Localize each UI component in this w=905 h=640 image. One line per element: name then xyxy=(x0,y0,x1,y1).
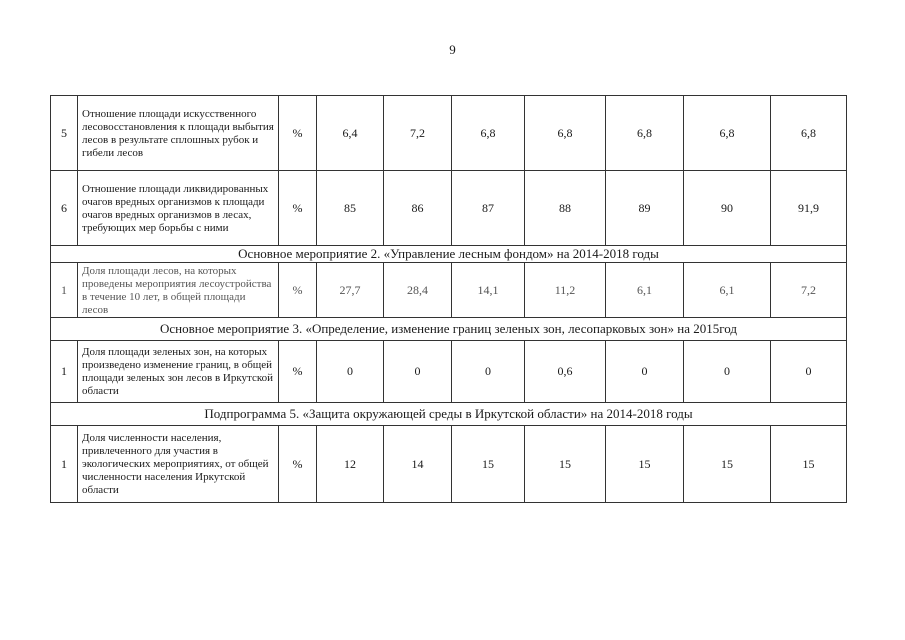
value-cell: 15 xyxy=(684,426,771,503)
indicator-name: Доля площади зеленых зон, на которых произведено изменение границ, в общей площади зеленых зон лесов в Иркутской области xyxy=(78,341,279,403)
indicators-table xyxy=(50,95,847,503)
unit-cell: % xyxy=(279,171,317,246)
row-number: 1 xyxy=(51,426,78,503)
section-header-row xyxy=(51,318,847,341)
value-cell: 15 xyxy=(452,426,525,503)
row-number: 6 xyxy=(51,171,78,246)
value-cell: 6,1 xyxy=(684,263,771,318)
value-cell: 6,8 xyxy=(525,96,606,171)
value-cell: 15 xyxy=(525,426,606,503)
value-cell: 87 xyxy=(452,171,525,246)
unit-cell: % xyxy=(279,341,317,403)
value-cell: 0 xyxy=(684,341,771,403)
value-cell: 6,1 xyxy=(606,263,684,318)
value-cell: 6,4 xyxy=(317,96,384,171)
value-cell: 11,2 xyxy=(525,263,606,318)
value-cell: 89 xyxy=(606,171,684,246)
value-cell: 6,8 xyxy=(684,96,771,171)
table-row xyxy=(51,426,847,503)
value-cell: 12 xyxy=(317,426,384,503)
value-cell: 0,6 xyxy=(525,341,606,403)
value-cell: 28,4 xyxy=(384,263,452,318)
row-number: 5 xyxy=(51,96,78,171)
table-row xyxy=(51,96,847,171)
indicator-name: Доля численности населения, привлеченного для участия в экологических мероприятиях, от общей численности населения Иркутской области xyxy=(78,426,279,503)
indicator-name: Отношение площади ликвидированных очагов вредных организмов к площади очагов вредных организмов в лесах, требующих мер борьбы с ними xyxy=(78,171,279,246)
table-row xyxy=(51,171,847,246)
value-cell: 90 xyxy=(684,171,771,246)
value-cell: 0 xyxy=(771,341,847,403)
section-title: Основное мероприятие 3. «Определение, изменение границ зеленых зон, лесопарковых зон» на 2015год xyxy=(51,318,847,341)
page-number: 9 xyxy=(449,42,456,57)
value-cell: 6,8 xyxy=(606,96,684,171)
value-cell: 0 xyxy=(317,341,384,403)
value-cell: 27,7 xyxy=(317,263,384,318)
value-cell: 15 xyxy=(771,426,847,503)
value-cell: 7,2 xyxy=(771,263,847,318)
value-cell: 91,9 xyxy=(771,171,847,246)
section-title: Подпрограмма 5. «Защита окружающей среды в Иркутской области» на 2014-2018 годы xyxy=(51,403,847,426)
value-cell: 85 xyxy=(317,171,384,246)
section-title: Основное мероприятие 2. «Управление лесным фондом» на 2014-2018 годы xyxy=(51,246,847,263)
value-cell: 0 xyxy=(606,341,684,403)
row-number: 1 xyxy=(51,341,78,403)
table-row xyxy=(51,263,847,318)
unit-cell: % xyxy=(279,426,317,503)
section-header-row xyxy=(51,403,847,426)
value-cell: 88 xyxy=(525,171,606,246)
value-cell: 14 xyxy=(384,426,452,503)
value-cell: 0 xyxy=(384,341,452,403)
indicator-name: Доля площади лесов, на которых проведены мероприятия лесоустройства в течение 10 лет, в общей площади лесов xyxy=(78,263,279,318)
indicator-name: Отношение площади искусственного лесовосстановления к площади выбытия лесов в результате сплошных рубок и гибели лесов xyxy=(78,96,279,171)
value-cell: 86 xyxy=(384,171,452,246)
value-cell: 6,8 xyxy=(771,96,847,171)
value-cell: 7,2 xyxy=(384,96,452,171)
value-cell: 15 xyxy=(606,426,684,503)
value-cell: 14,1 xyxy=(452,263,525,318)
value-cell: 0 xyxy=(452,341,525,403)
table-row xyxy=(51,341,847,403)
unit-cell: % xyxy=(279,263,317,318)
section-header-row xyxy=(51,246,847,263)
value-cell: 6,8 xyxy=(452,96,525,171)
unit-cell: % xyxy=(279,96,317,171)
row-number: 1 xyxy=(51,263,78,318)
